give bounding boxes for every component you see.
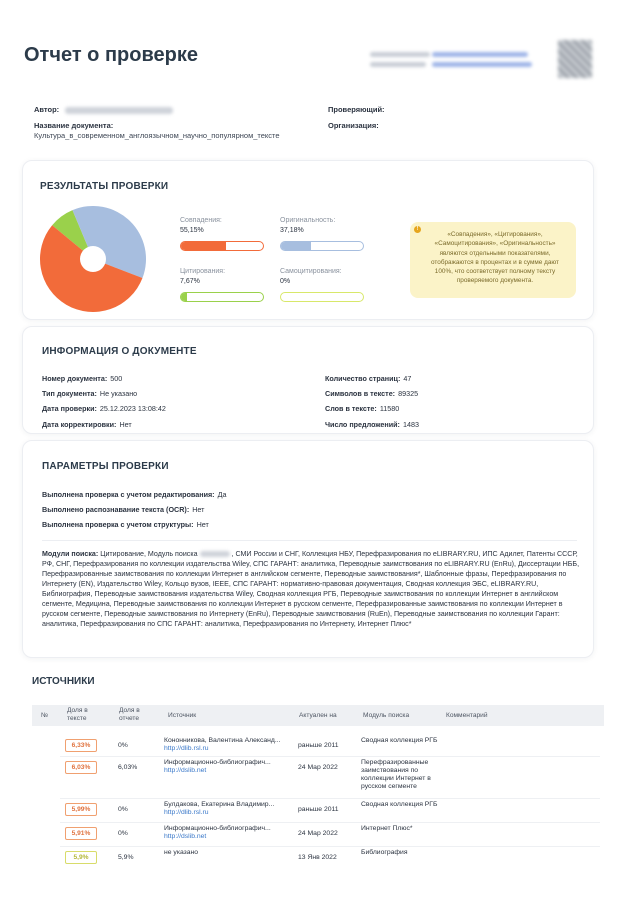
param-label: Выполнено распознавание текста (OCR): — [42, 505, 190, 514]
source-name: не указано — [164, 849, 199, 856]
params-title: ПАРАМЕТРЫ ПРОВЕРКИ — [42, 461, 169, 472]
col-share-report: Доля в отчете — [119, 707, 140, 722]
module-cell: Перефразированные заимствования по коллекции Интернет в русском сегменте — [361, 759, 431, 791]
params-divider — [42, 540, 577, 541]
share-text-badge: 5,99% — [65, 803, 97, 816]
metric-progress-fill — [281, 242, 311, 250]
metric-progress-fill — [181, 293, 187, 301]
table-row-divider — [60, 822, 600, 823]
param-row — [42, 490, 226, 499]
doc-info-label: Тип документа: — [42, 389, 97, 398]
blurred-author — [65, 107, 173, 114]
param-label: Выполнена проверка с учетом редактирования: — [42, 490, 215, 499]
doc-info-label: Слов в тексте: — [325, 404, 377, 413]
source-name: Информационно-библиографич... — [164, 825, 271, 832]
param-value: Нет — [196, 520, 209, 529]
doc-info-row — [42, 420, 132, 429]
modules-label: Модули поиска: — [42, 550, 99, 558]
updated-cell: раньше 2011 — [298, 806, 339, 813]
source-cell — [164, 849, 294, 857]
doc-info-row — [42, 404, 166, 413]
source-cell — [164, 759, 294, 775]
updated-cell: 24 Мар 2022 — [298, 764, 338, 771]
share-text-badge: 5,91% — [65, 827, 97, 840]
source-link[interactable]: http://dslib.net — [164, 833, 207, 841]
doc-info-value: 500 — [110, 374, 123, 383]
param-label: Выполнена проверка с учетом структуры: — [42, 520, 194, 529]
results-note-text: «Совпадения», «Цитирования», «Самоцитирования», «Оригинальность» являются отдельными показателями, отображаются в процентах и в сумме дают 100%, что соответствует полному тексту проверяемого документа. — [431, 231, 559, 285]
doc-info-value: 11580 — [379, 404, 400, 413]
metric-progress-bar — [180, 241, 264, 251]
metric-label: Цитирования: — [180, 268, 226, 275]
source-link[interactable]: http://dlib.rsl.ru — [164, 809, 209, 817]
doc-info-row — [42, 389, 137, 398]
doc-info-value: 89325 — [398, 389, 419, 398]
checker-label: Проверяющий: — [328, 105, 385, 114]
table-row-divider — [60, 798, 600, 799]
col-source: Источник — [168, 712, 197, 719]
metric-progress-bar — [280, 292, 364, 302]
doc-info-value: 47 — [403, 374, 412, 383]
info-icon: ! — [414, 226, 421, 233]
source-name: Кононникова, Валентина Александ... — [164, 737, 281, 744]
doc-info-value: Нет — [119, 420, 132, 429]
doc-info-value: Не указано — [99, 389, 138, 398]
results-title: РЕЗУЛЬТАТЫ ПРОВЕРКИ — [40, 181, 169, 192]
doc-info-row — [325, 420, 419, 429]
doc-info-value: 25.12.2023 13:08:42 — [99, 404, 166, 413]
sources-table-header — [32, 705, 604, 726]
module-cell: Сводная коллекция РГБ — [361, 801, 438, 808]
source-cell — [164, 801, 294, 817]
param-row — [42, 520, 209, 529]
share-report-cell: 5,9% — [118, 854, 134, 861]
source-link[interactable]: http://dslib.net — [164, 767, 207, 775]
share-text-badge: 6,33% — [65, 739, 97, 752]
source-cell — [164, 737, 294, 753]
doc-info-value: 1483 — [402, 420, 419, 429]
share-report-cell: 0% — [118, 806, 128, 813]
metric-value: 7,67% — [180, 278, 200, 285]
doc-info-label: Дата корректировки: — [42, 420, 117, 429]
doc-info-label: Число предложений: — [325, 420, 400, 429]
metric-label: Совпадения: — [180, 217, 222, 224]
author-label: Автор: — [34, 105, 60, 114]
share-text-badge: 5,9% — [65, 851, 97, 864]
col-share-text: Доля в тексте — [67, 707, 88, 722]
blurred-module-name — [200, 551, 230, 557]
share-text-badge: 6,03% — [65, 761, 97, 774]
table-row-divider — [60, 846, 600, 847]
source-link[interactable]: http://dlib.rsl.ru — [164, 745, 209, 753]
updated-cell: 24 Мар 2022 — [298, 830, 338, 837]
doc-name-value: Культура_в_современном_англоязычном_научно_популярном_тексте — [34, 131, 280, 140]
metric-progress-fill — [181, 242, 226, 250]
metric-value: 0% — [280, 278, 291, 285]
metric-value: 55,15% — [180, 227, 204, 234]
param-value: Нет — [192, 505, 205, 514]
doc-info-label: Символов в тексте: — [325, 389, 396, 398]
doc-info-row — [325, 404, 399, 413]
doc-info-label: Номер документа: — [42, 374, 108, 383]
module-cell: Сводная коллекция РГБ — [361, 737, 438, 744]
metric-progress-bar — [180, 292, 264, 302]
blurred-text — [370, 52, 430, 57]
blurred-link — [432, 62, 532, 67]
doc-info-label: Количество страниц: — [325, 374, 401, 383]
blurred-text — [370, 62, 426, 67]
module-cell: Библиография — [361, 849, 408, 856]
doc-name-label: Название документа: — [34, 121, 114, 130]
module-cell: Интернет Плюс* — [361, 825, 413, 832]
share-report-cell: 0% — [118, 830, 128, 837]
page-title: Отчет о проверке — [24, 44, 198, 66]
metric-value: 37,18% — [280, 227, 304, 234]
updated-cell: 13 Янв 2022 — [298, 854, 337, 861]
table-row-divider — [60, 756, 600, 757]
share-report-cell: 6,03% — [118, 764, 138, 771]
doc-info-title: ИНФОРМАЦИЯ О ДОКУМЕНТЕ — [42, 346, 197, 357]
metric-progress-bar — [280, 241, 364, 251]
organization-label: Организация: — [328, 121, 379, 130]
param-value: Да — [217, 490, 227, 499]
qr-verification-block — [360, 36, 600, 84]
doc-info-row — [42, 374, 122, 383]
checker-row — [328, 105, 385, 114]
metric-label: Самоцитирования: — [280, 268, 342, 275]
author-row — [34, 105, 173, 114]
col-updated: Актуален на — [299, 712, 337, 719]
qr-code-icon — [558, 40, 592, 78]
col-num: № — [41, 712, 49, 719]
col-module: Модуль поиска — [363, 712, 410, 719]
source-name: Булдакова, Екатерина Владимир... — [164, 801, 275, 808]
results-note — [410, 222, 576, 298]
doc-info-label: Дата проверки: — [42, 404, 97, 413]
param-row — [42, 505, 204, 514]
updated-cell: раньше 2011 — [298, 742, 339, 749]
share-report-cell: 0% — [118, 742, 128, 749]
doc-info-row — [325, 374, 411, 383]
doc-info-row — [325, 389, 418, 398]
organization-row — [328, 121, 379, 130]
sources-title: ИСТОЧНИКИ — [32, 676, 95, 687]
pie-center-hole — [80, 246, 106, 272]
search-modules — [42, 549, 582, 630]
source-cell — [164, 825, 294, 841]
results-pie-chart — [40, 206, 146, 312]
modules-text-part2: , СМИ России и СНГ, Коллекция НБУ, Перефразирования по eLIBRARY.RU, ИПС Адилет, Патенты СССР, РФ, СНГ, Перефразирования по коллекции издательства Wiley, СПС ГАРАНТ: аналитика, Переводные заимствования по eLIBRARY.RU (EnRu), Диссертации НББ, Перефразированные заимствования по коллекции Интернет в английском сегменте, Переводные заимствования*, Шаблонные фразы, Перефразирования по Интернету (EN), Издательство Wiley, Кольцо вузов, IEEE, СПС ГАРАНТ: нормативно-правовая документация, Сводная коллекция ЭБС, eLIBRARY.RU, Библиография, Переводные заимствования издательства Wiley, Сводная коллекция РГБ, Переводные заимствования по коллекции Интернет в английском сегменте, Медицина, Переводные заимствования по коллекции Интернет в русском сегменте, Перефразированные заимствования по коллекции Интернет в русском сегменте, Переводные заимствования по Интернету (EnRu), Переводные заимствования (RuEn), Переводные заимствования по коллекции Гарант: аналитика, Перефразирования по СПС ГАРАНТ: аналитика, Перефразирования по Интернету, Интернет Плюс* — [42, 550, 580, 629]
modules-text-part1: Цитирование, Модуль поиска — [100, 550, 198, 558]
doc-name-label-row — [34, 121, 113, 130]
source-name: Информационно-библиографич... — [164, 759, 271, 766]
metric-label: Оригинальность: — [280, 217, 336, 224]
col-comment: Комментарий — [446, 712, 488, 719]
blurred-link — [432, 52, 528, 57]
